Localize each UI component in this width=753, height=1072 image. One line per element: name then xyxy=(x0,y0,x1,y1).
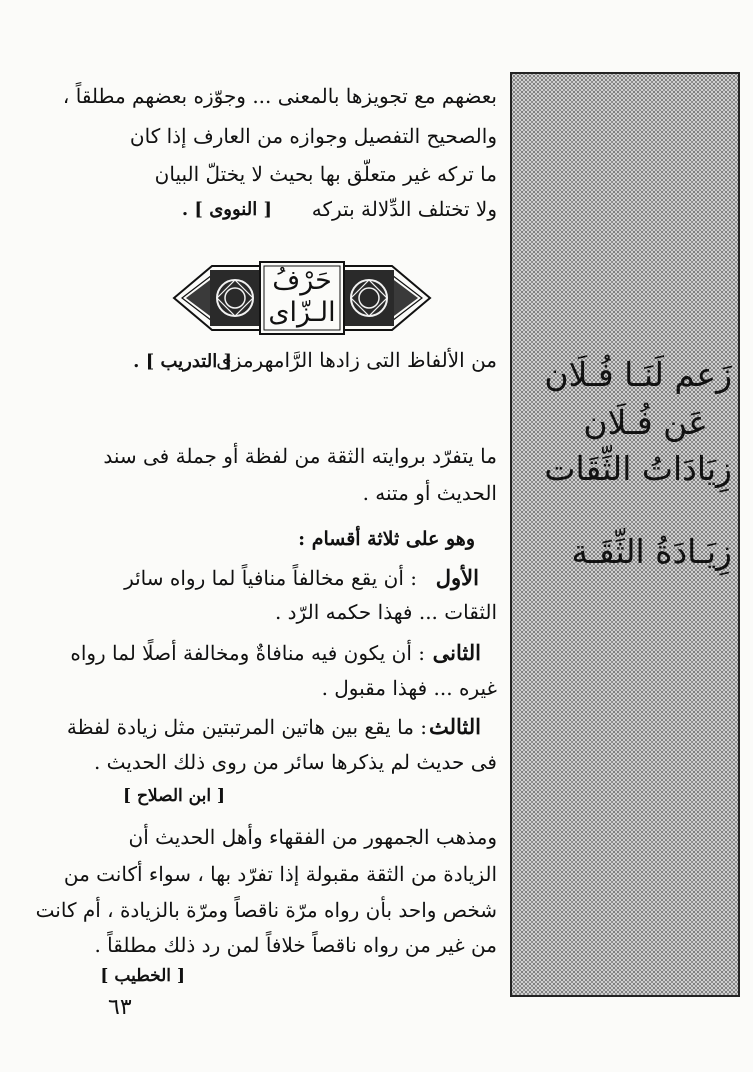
page-number: ٦٣ xyxy=(108,995,132,1020)
definition-line-2: الحديث أو متنه . xyxy=(362,481,497,505)
closing-line-2: الزيادة من الثقة مقبولة إذا تفرّد بها ، سواء أكانت من xyxy=(63,862,497,886)
ibn-salah-reference: [ ابن الصلاح ] xyxy=(123,786,225,806)
first-line-1: : أن يقع مخالفاً منافياً لما رواه سائر xyxy=(124,566,417,590)
first-line-2: الثقات ... فهذا حكمه الرّد . xyxy=(274,600,497,624)
closing-line-4: من غير من رواه ناقصاً خلافاً لمن رد ذلك مطلقاً . xyxy=(94,933,497,957)
third-line-2: فى حديث لم يذكرها سائر من روى ذلك الحديث . xyxy=(93,750,497,774)
terms-sidebar xyxy=(510,72,740,997)
nawawi-reference: [ النووى ] . xyxy=(181,199,272,220)
second-line-1: : أن يكون فيه منافاةٌ ومخالفة أصلًا لما رواه xyxy=(70,641,425,665)
ornament-word-harf: حَرْفُ xyxy=(272,265,332,296)
tadrib-reference: [ التدريب ] . xyxy=(133,351,232,372)
intro-line-3: ما تركه غير متعلّق بها بحيث لا يختلّ البيان xyxy=(154,162,497,186)
third-label: الثالث xyxy=(429,714,481,739)
divisions-intro: وهو على ثلاثة أقسام : xyxy=(298,528,475,550)
intro-line-1: بعضهم مع تجويزها بالمعنى ... وجوّزه بعضهم مطلقاً ، xyxy=(62,84,497,108)
sidebar-term-ziyadat-althiqat: زِيَادَاتُ الثِّقَات xyxy=(544,449,732,488)
sidebar-term-ziyadat-althiqa: زِيَـادَةُ الثِّقَـة xyxy=(571,532,732,571)
sidebar-term-zaam: زَعم لَنَـا فُـلَان xyxy=(544,355,732,394)
intro-line-4: ولا تختلف الدِّلالة بتركه xyxy=(311,197,497,221)
first-label: الأول xyxy=(435,565,479,590)
sidebar-term-an-fulan: عَن فُـلَان xyxy=(583,403,708,442)
tadrib-line: من الألفاظ التى زادها الرَّامهرمزى xyxy=(216,348,497,372)
second-label: الثانى xyxy=(432,640,481,665)
ornament-word-zay: الـزّاى xyxy=(268,297,336,328)
intro-line-2: والصحيح التفصيل وجوازه من العارف إذا كان xyxy=(129,124,497,148)
definition-line-1: ما يتفرّد بروايته الثقة من لفظة أو جملة فى سند xyxy=(103,444,497,468)
closing-line-1: ومذهب الجمهور من الفقهاء وأهل الحديث أن xyxy=(128,825,497,849)
khatib-reference: [ الخطيب ] xyxy=(100,966,185,986)
closing-line-3: شخص واحد بأن رواه مرّة ناقصاً ومرّة بالزيادة ، أم كانت xyxy=(35,898,497,922)
second-line-2: غيره ... فهذا مقبول . xyxy=(321,676,497,700)
third-line-1: : ما يقع بين هاتين المرتبتين مثل زيادة لفظة xyxy=(66,715,427,739)
